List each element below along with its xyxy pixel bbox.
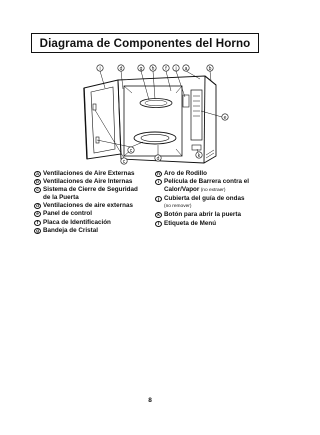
legend-letter: i — [155, 179, 162, 185]
legend-text: Cubierta del guía de ondas — [164, 195, 245, 203]
legend-item-h — [155, 170, 280, 178]
legend-note: (no extraer) — [200, 188, 226, 194]
roller-ring — [141, 134, 169, 141]
legend-text: Panel de control — [43, 210, 92, 218]
legend-right — [155, 170, 280, 228]
callout-top-6: j — [175, 65, 177, 72]
legend-item-g — [34, 227, 154, 235]
legend-item-c — [34, 186, 154, 194]
waveguide-cover — [183, 95, 189, 107]
legend-letter: k — [155, 212, 162, 218]
page-number: 8 — [148, 397, 152, 404]
legend-item-j — [155, 195, 280, 203]
callout-top-5: f — [165, 65, 167, 72]
callout-left-bottom: c — [122, 158, 126, 165]
legend-text: Placa de Identificación — [43, 218, 111, 226]
callout-top-8: b — [208, 65, 212, 72]
glass-tray — [134, 132, 176, 144]
legend-text: Ventilaciones de aire externas — [43, 202, 133, 210]
door-open-button — [192, 145, 201, 150]
legend-letter: e — [34, 211, 41, 217]
page-title-box — [31, 33, 259, 53]
legend-letter: j — [155, 196, 162, 202]
legend-item-k — [155, 211, 280, 219]
legend-item-i — [155, 178, 280, 186]
legend-text-continued — [155, 186, 280, 195]
legend-text: Botón para abrir la puerta — [164, 211, 241, 219]
legend-left — [34, 170, 154, 235]
legend-letter: f — [34, 220, 41, 226]
callout-bottom-1: c — [129, 147, 133, 154]
legend-letter: a — [34, 171, 41, 177]
legend-item-f — [34, 219, 154, 227]
callout-top-1: i — [99, 65, 101, 72]
legend-text: Ventilaciones de Aire Internas — [43, 178, 133, 186]
legend-item-d — [34, 202, 154, 210]
callout-top-4: h — [151, 65, 155, 72]
legend-item-e — [34, 210, 154, 218]
legend-letter: c — [34, 187, 41, 193]
legend-text: Ventilaciones de Aire Externas — [43, 170, 135, 177]
legend-letter: b — [34, 179, 41, 185]
legend-text: Aro de Rodillo — [164, 170, 208, 177]
legend-letter: l — [155, 221, 162, 227]
legend-cont-text: Calor/Vapor — [164, 186, 200, 194]
legend-text: Etiqueta de Menú — [164, 219, 217, 227]
legend-letter: d — [34, 203, 41, 209]
legend-text: Película de Barrera contra el — [164, 178, 250, 186]
callout-top-7: a — [184, 65, 188, 72]
callout-top-2: d — [119, 65, 123, 72]
callout-bottom-2: d — [156, 155, 160, 162]
legend-text: Bandeja de Cristal — [43, 226, 98, 234]
legend-letter: g — [34, 228, 41, 234]
legend-item-a — [34, 170, 154, 178]
page-title: Diagrama de Componentes del Horno — [39, 36, 251, 50]
callout-bottom-3: k — [197, 152, 201, 159]
legend-item-b — [34, 178, 154, 186]
control-panel — [191, 90, 202, 140]
oven-cavity — [124, 86, 182, 156]
legend-text-continued: de la Puerta — [43, 194, 79, 202]
oven-door — [84, 80, 121, 159]
legend-letter: h — [155, 171, 162, 177]
legend-item-l — [155, 220, 280, 228]
callout-side-e: e — [223, 114, 227, 121]
legend-text: Sistema de Cierre de Seguridad — [43, 186, 138, 194]
callout-top-3: g — [139, 65, 143, 72]
oven-diagram — [0, 55, 300, 170]
legend-note: (no remover) — [164, 204, 192, 210]
